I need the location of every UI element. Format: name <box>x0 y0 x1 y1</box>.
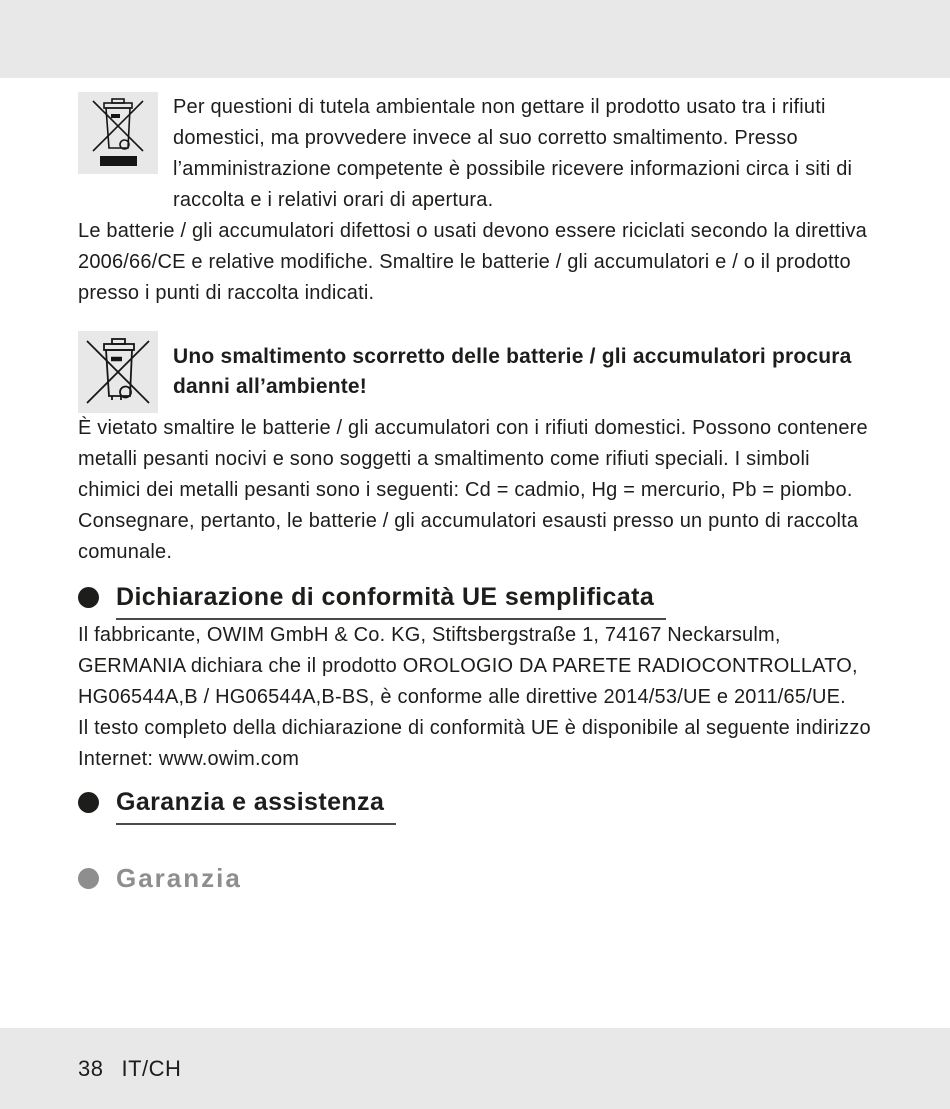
battery-details-paragraph: È vietato smaltire le batterie / gli accumulatori con i rifiuti domestici. Possono contenere metalli pesanti nocivi e sono soggetti a smaltimento come rifiuti speciali. I simboli chimici dei metalli pesanti sono i seguenti: Cd = cadmio, Hg = mercurio, Pb = piombo. Consegnare, pertanto, le batterie / gli accumulatori esausti presso un punto di raccolta comunale. <box>78 417 868 563</box>
declaration-fulltext-paragraph: Il testo completo della dichiarazione di conformità UE è disponibile al seguente indirizzo Internet: www.owim.com <box>78 717 871 770</box>
page-number: 38 <box>78 1055 104 1081</box>
environment-note-text: Per questioni di tutela ambientale non gettare il prodotto usato tra i rifiuti domestici, ma provvedere invece al suo corretto smaltimento. Presso l’amministrazione competente è possibile ricevere informazioni circa i siti di raccolta e i relativi orari di apertura. <box>173 96 853 211</box>
crossed-out-bin-icon <box>78 331 158 413</box>
environment-disposal-block <box>78 92 872 216</box>
section-bullet-icon <box>78 792 99 813</box>
subsection-bullet-icon <box>78 868 99 889</box>
warranty-subheading <box>78 863 872 893</box>
warranty-heading-text: Garanzia e assistenza <box>116 787 396 825</box>
manufacturer-declaration-paragraph: Il fabbricante, OWIM GmbH & Co. KG, Stiftsbergstraße 1, 74167 Neckarsulm, GERMANIA dichiara che il prodotto OROLOGIO DA PARETE RADIOCONTROLLATO, HG06544A,B / HG06544A,B-BS, è conforme alle direttive 2014/53/UE e 2011/65/UE. <box>78 624 858 708</box>
battery-warning-block <box>78 331 872 413</box>
warranty-section-heading <box>78 787 872 825</box>
battery-warning-text: Uno smaltimento scorretto delle batterie / gli accumulatori procura danni all’ambiente! <box>173 345 852 398</box>
page-content <box>78 78 872 893</box>
declaration-heading-text: Dichiarazione di conformità UE semplificata <box>116 582 666 620</box>
warranty-subheading-text: Garanzia <box>116 863 242 893</box>
top-margin-band <box>0 0 950 78</box>
section-bullet-icon <box>78 587 99 608</box>
language-region-label: IT/CH <box>121 1055 182 1081</box>
declaration-section-heading <box>78 582 872 620</box>
page-footer <box>0 1028 950 1109</box>
battery-recycling-paragraph: Le batterie / gli accumulatori difettosi o usati devono essere riciclati secondo la direttiva 2006/66/CE e relative modifiche. Smaltire le batterie / gli accumulatori e / o il prodotto presso i punti di raccolta indicati. <box>78 220 868 304</box>
weee-crossed-out-bin-with-bar-icon <box>78 92 158 174</box>
